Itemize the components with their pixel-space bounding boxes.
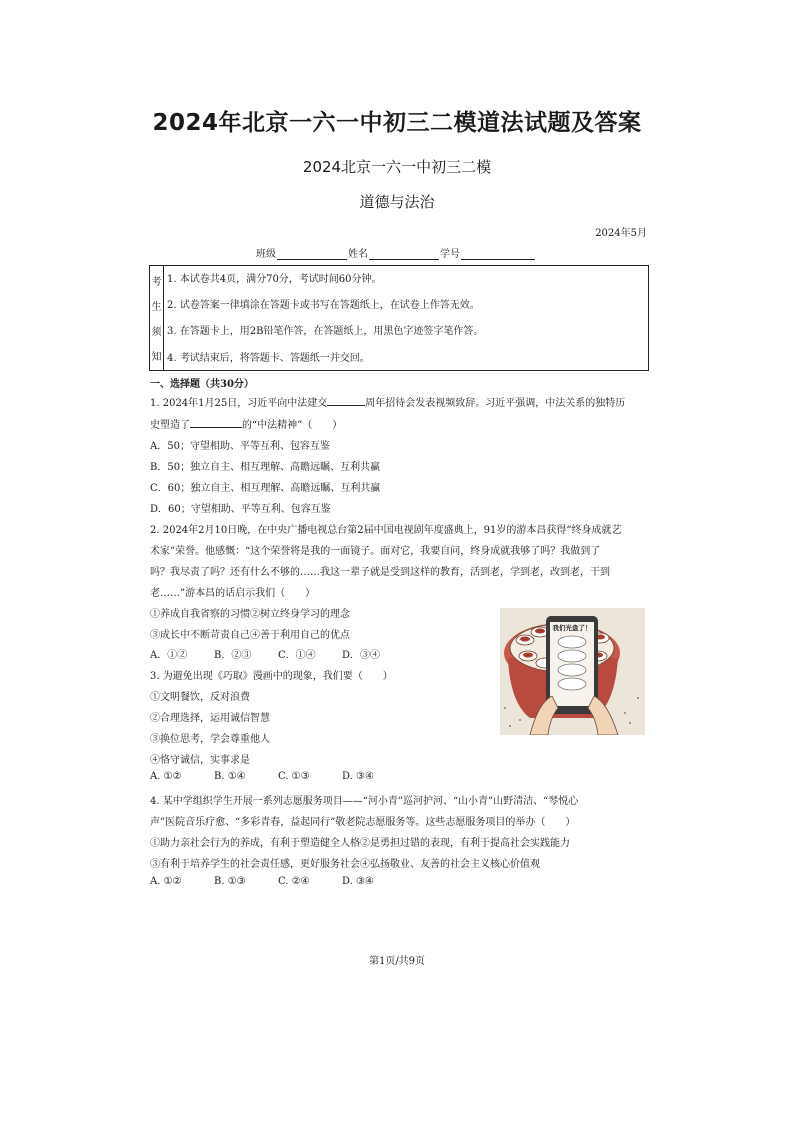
exam-date: 2024年5月	[595, 228, 647, 239]
answer-blank	[327, 395, 365, 406]
q1-stem-line: 1. 2024年1月25日，习近平向中法建交 周年招待会发表视频致辞。习近平强调，中法关系的独特历	[150, 394, 625, 409]
q2-stem-line: 2. 2024年2月10日晚，在中央广播电视总台第2届中国电视剧年度盛典上，91岁的游本昌获得“终身成就艺	[150, 525, 622, 536]
name-label: 姓名	[348, 249, 368, 260]
student-info-row	[256, 245, 536, 260]
exam-notice-box	[149, 265, 649, 371]
q1-option: A．50；守望相助、平等互利、包容互鉴	[150, 441, 330, 452]
q2-statements: ③成长中不断苛责自己④善于利用自己的优点	[150, 630, 350, 641]
section-heading: 一、选择题（共30分）	[150, 379, 254, 390]
q4-statement: ①助力亲社会行为的养成，有利于塑造健全人格②是勇担过错的表现，有利于提高社会实践能力	[150, 838, 570, 849]
q3-statement: ①文明餐饮，反对浪费	[150, 692, 250, 703]
q4-statement: ③有利于培养学生的社会责任感，更好服务社会④弘扬敬业、友善的社会主义核心价值观	[150, 859, 540, 870]
notice-side-label: 考 生 须 知	[150, 266, 164, 370]
q3-statement: ④恪守诚信，实事求是	[150, 755, 250, 766]
q3-statement: ②合理选择，运用诚信智慧	[150, 713, 270, 724]
page-title: 2024年北京一六一中初三二模道法试题及答案	[152, 110, 642, 136]
q1-stem-line: 史塑造了 的“中法精神”（ ）	[150, 416, 342, 431]
notice-item: 3. 在答题卡上，用2B铅笔作答，在答题纸上，用黑色字迹签字笔作答。	[167, 326, 484, 337]
cartoon-caption: 我们光盘了！	[552, 624, 592, 632]
notice-item: 1. 本试卷共4页，满分70分，考试时间60分钟。	[167, 274, 382, 285]
q1-option: B．50；独立自主、相互理解、高瞻远瞩、互利共赢	[150, 462, 381, 473]
q2-stem-line: 老……”游本昌的话启示我们（ ）	[150, 588, 316, 599]
q2-options: A．①② B．②③ C．①④ D．③④	[150, 650, 381, 661]
q1-option: C．60；独立自主、相互理解、高瞻远瞩、互利共赢	[150, 483, 381, 494]
notice-item: 4. 考试结束后，将答题卡、答题纸一并交回。	[167, 353, 370, 364]
subject-title: 道德与法治	[359, 193, 435, 211]
notice-item: 2. 试卷答案一律填涂在答题卡或书写在答题纸上，在试卷上作答无效。	[167, 300, 480, 311]
cartoon-illustration	[500, 608, 645, 735]
q4-stem-line: 声”医院音乐疗愈、“多彩青春，益起同行”敬老院志愿服务等。这些志愿服务项目的举办（ ）	[150, 817, 576, 828]
id-blank	[461, 248, 535, 260]
class-label: 班级	[256, 249, 276, 260]
q2-stem-line: 术家”荣誉。他感慨：“这个荣誉将是我的一面镜子。面对它，我要自问，终身成就我够了吗？我做到了	[150, 546, 601, 557]
q2-statements: ①养成自我省察的习惯②树立终身学习的理念	[150, 609, 350, 620]
page-footer: 第1页/共9页	[368, 956, 426, 967]
q2-stem-line: 吗？我尽责了吗？还有什么不够的……我这一辈子就是受到这样的教育，活到老，学到老，改到老，干到	[150, 567, 610, 578]
name-blank	[369, 248, 439, 260]
q3-options: A. ①② B. ①④ C. ①③ D. ③④	[150, 771, 374, 782]
answer-blank	[190, 417, 242, 428]
q4-options: A. ①② B. ①③ C. ②④ D. ③④	[150, 876, 374, 887]
class-blank	[277, 248, 347, 260]
id-label: 学号	[440, 249, 460, 260]
q1-option: D．60；守望相助、平等互利、包容互鉴	[150, 504, 331, 515]
q4-stem-line: 4. 某中学组织学生开展一系列志愿服务项目——“河小青”巡河护河、“山小青”山野清洁、“琴悦心	[150, 796, 579, 807]
q3-stem: 3. 为避免出现《巧取》漫画中的现象，我们要（ ）	[150, 671, 393, 682]
exam-subtitle: 2024北京一六一中初三二模	[302, 158, 492, 176]
q3-statement: ③换位思考，学会尊重他人	[150, 734, 270, 745]
